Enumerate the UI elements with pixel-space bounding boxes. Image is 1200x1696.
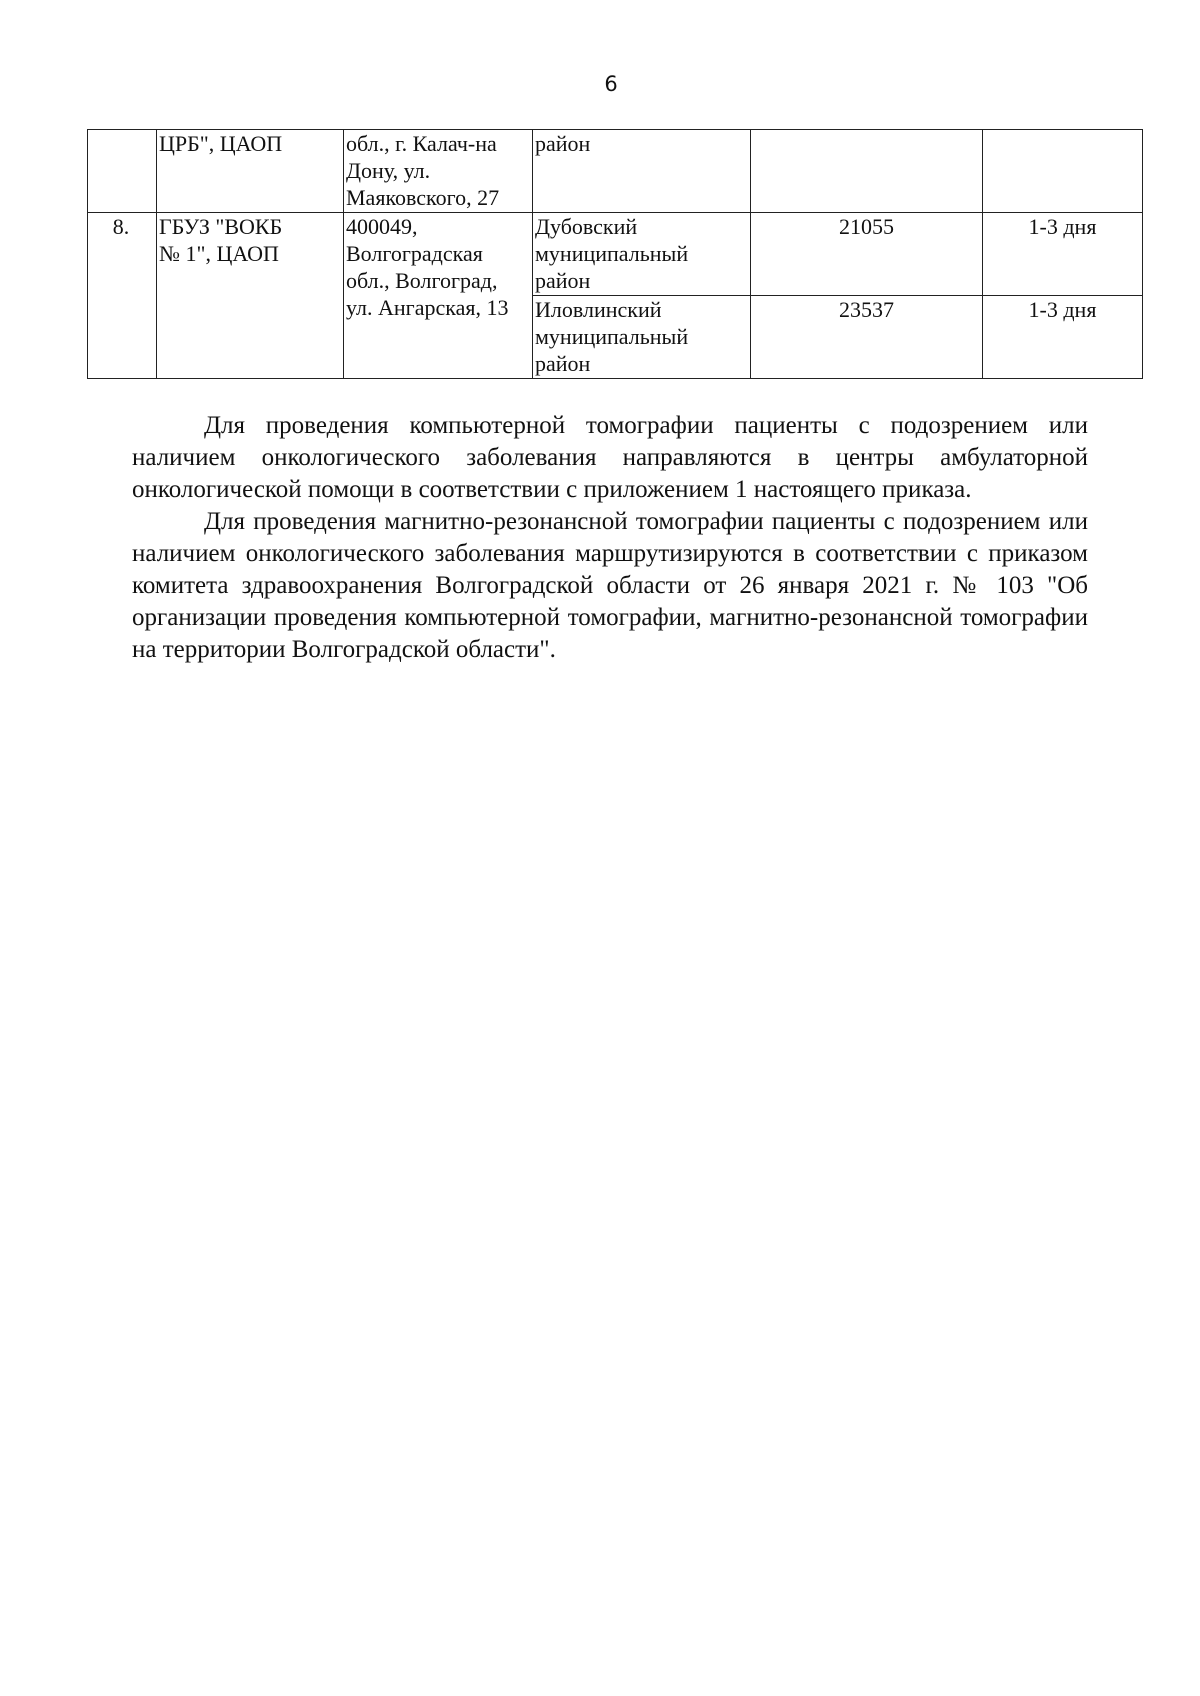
row-number-cell: [88, 130, 157, 213]
travel-time-cell: 1-3 дня: [983, 213, 1143, 296]
organization-cell: ГБУЗ "ВОКБ № 1", ЦАОП: [157, 213, 344, 379]
paragraph-ct: Для проведения компьютерной томографии пациенты с подозрением или наличием онкологического заболевания направляются в центры амбулаторной онкологической помощи в соответствии с приложением 1 настоящего приказа.: [132, 412, 1088, 503]
travel-time-cell: 1-3 дня: [983, 296, 1143, 379]
population-cell: [751, 130, 983, 213]
organization-cell: ЦРБ", ЦАОП: [157, 130, 344, 213]
population-cell: 23537: [751, 296, 983, 379]
page-number: 6: [604, 72, 618, 96]
address-cell: обл., г. Калач-на Дону, ул. Маяковского, 27: [344, 130, 533, 213]
population-cell: 21055: [751, 213, 983, 296]
address-cell: 400049, Волгоградская обл., Волгоград, ул. Ангарская, 13: [344, 213, 533, 379]
body-text: [132, 410, 1088, 666]
table-row: [88, 213, 1143, 296]
travel-time-cell: [983, 130, 1143, 213]
table-row: [88, 130, 1143, 213]
district-cell: Дубовский муниципальный район: [533, 213, 751, 296]
district-cell: Иловлинский муниципальный район: [533, 296, 751, 379]
paragraph-mri: Для проведения магнитно-резонансной томографии пациенты с подозрением или наличием онкологического заболевания маршрутизируются в соответствии с приказом комитета здравоохранения Волгоградской области от 26 января 2021 г. № 103 "Об организации проведения компьютерной томографии, магнитно-резонансной томографии на территории Волгоградской области".: [132, 508, 1088, 663]
routing-table: [87, 129, 1143, 379]
district-cell: район: [533, 130, 751, 213]
row-number-cell: 8.: [88, 213, 157, 379]
